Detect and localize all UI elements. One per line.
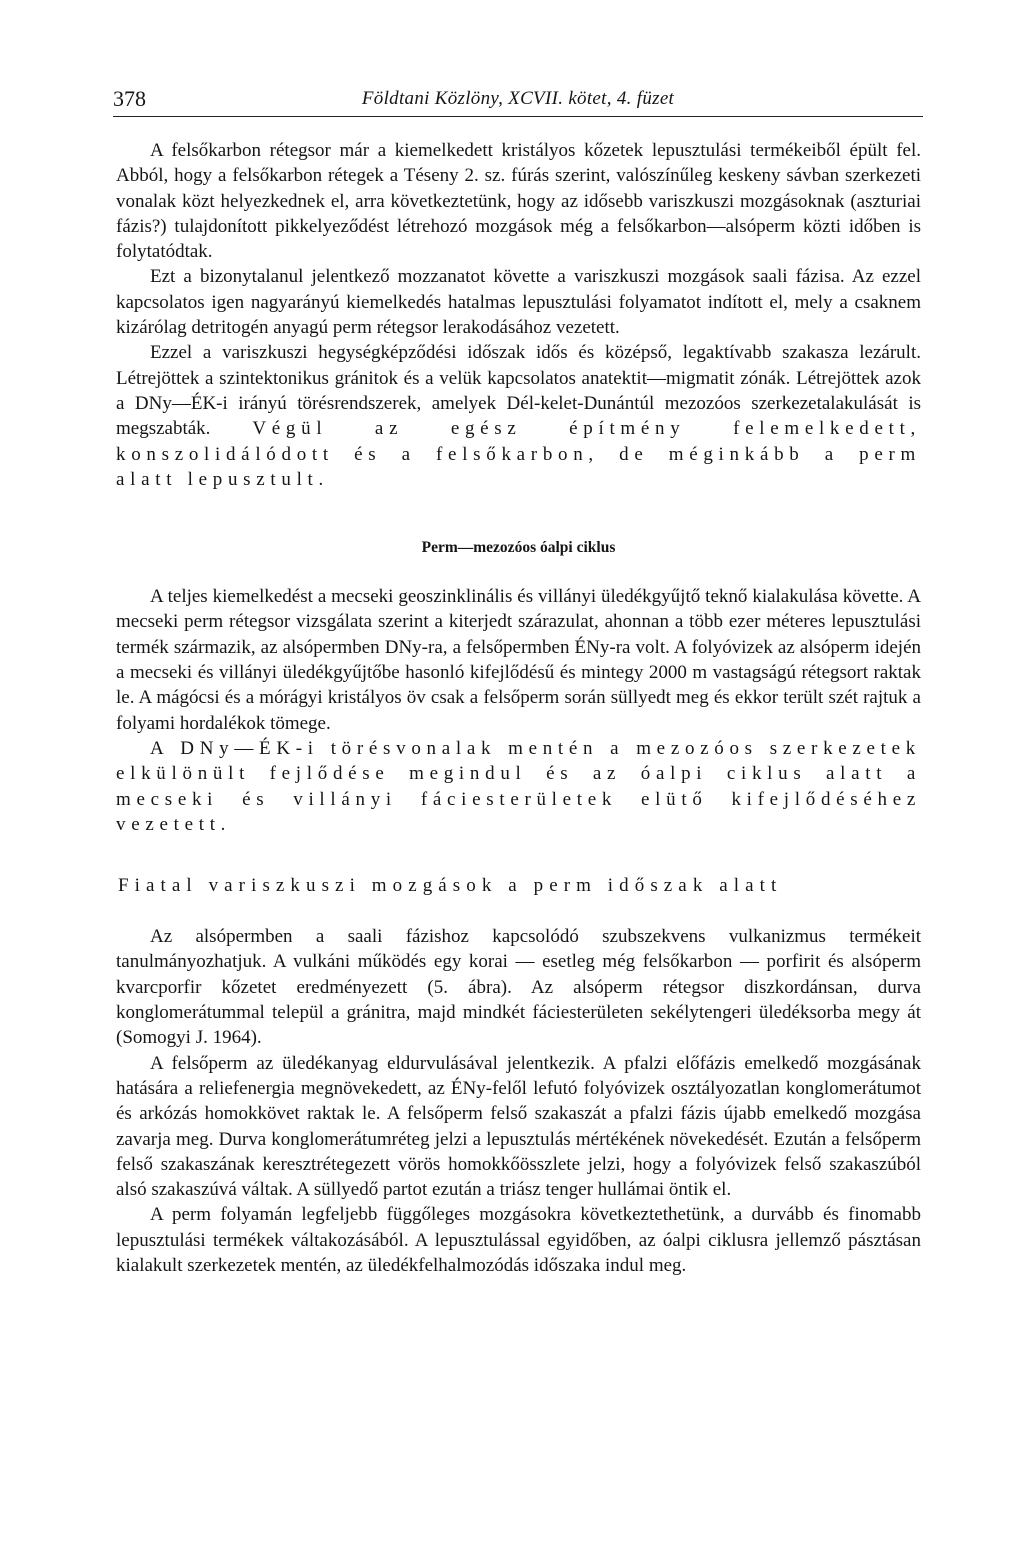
section-perm-mesozoic	[116, 584, 921, 837]
journal-title: Földtani Közlöny, XCVII. kötet, 4. füzet	[361, 88, 675, 109]
paragraph: A perm folyamán legfeljebb függőleges mozgásokra következtethetünk, a durvább és finomabb lepusztulási termékek váltakozásából. A lepusztulással egyidőben, az óalpi ciklusra jellemző pásztásan kialakult szerkezetek mentén, az üledékfelhalmozódás időszaka indul meg.	[116, 1204, 921, 1276]
emphasized-text: Végül az egész építmény felemelkedett, konszolidálódott és a felsőkarbon, de méginkább a perm alatt lepusztult.	[116, 418, 922, 490]
subheading: Fiatal variszkuszi mozgások a perm időszak alatt	[118, 875, 783, 897]
emphasized-paragraph: A DNy—ÉK-i törésvonalak mentén a mezozóos szerkezetek elkülönült fejlődése megindul és az óalpi ciklus alatt a mecseki és villányi fáciesterületek elütő kifejlődéséhez vezetett.	[116, 737, 921, 835]
section-intro	[116, 138, 921, 492]
paragraph: A felsőperm az üledékanyag eldurvulásával jelentkezik. A pfalzi előfázis emelkedő mozgásának hatására a reliefenergia megnövekedett, az ÉNy-felől lefutó folyóvizek osztályozatlan konglomerátumot és arkózás homokkövet raktak le. A felsőperm felső szakaszát a pfalzi fázis újabb emelkedő mozgása zavarja meg. Durva konglomerátumréteg jelzi a lepusztulás mértékének növekedését. Ezután a felsőperm felső szakaszának keresztrétegezett vörös homokkőösszlete jelzi, hogy a folyóvizek felső szakaszúból alsó szakaszúvá váltak. A süllyedő partot ezután a triász tenger hullámai öntik el.	[116, 1052, 921, 1201]
article-body	[116, 138, 921, 1278]
section-title: Perm—mezozóos óalpi ciklus	[421, 539, 616, 557]
section-young-variscan	[116, 924, 921, 1278]
running-head	[113, 86, 923, 117]
paragraph	[116, 340, 921, 492]
paragraph: A teljes kiemelkedést a mecseki geoszinklinális és villányi üledékgyűjtő teknő kialakulása követte. A mecseki perm rétegsor vizsgálata szerint a kiterjedt szárazulat, ahonnan a több ezer méteres lepusztulási termék származik, az alsópermben DNy-ra, a felsőpermben ÉNy-ra volt. A folyóvizek az alsóperm idején a mecseki és villányi üledékgyűjtőbe hasonló kifejlődésű és mintegy 2000 m vastagságú rétegsort raktak le. A mágócsi és a mórágyi kristályos öv csak a felsőperm során süllyedt meg és ekkor terült szét rajtuk a folyami hordalékok tömege.	[116, 586, 921, 734]
paragraph: A felsőkarbon rétegsor már a kiemelkedett kristályos kőzetek lepusztulási termékeiből épült fel. Abból, hogy a felsőkarbon rétegek a Téseny 2. sz. fúrás szerint, valószínűleg keskeny sávban szerkezeti vonalak közt helyezkednek el, arra következtetünk, hogy az idősebb variszkuszi mozgásoknak (aszturiai fázis?) tulajdonított pikkelyeződést létrehozó mozgások még a felsőkarbon—alsóperm közti időben is folytatódtak.	[116, 140, 921, 263]
paragraph: Ezt a bizonytalanul jelentkező mozzanatot követte a variszkuszi mozgások saali fázisa. Az ezzel kapcsolatos igen nagyarányú kiemelkedés hatalmas lepusztulási folyamatot indított el, mely a csaknem kizárólag detritogén anyagú perm rétegsor lerakodásához vezetett.	[116, 266, 921, 339]
paragraph: Az alsópermben a saali fázishoz kapcsolódó szubszekvens vulkanizmus termékeit tanulmányozhatjuk. A vulkáni működés egy korai — esetleg még felsőkarbon — porfirit és alsóperm kvarcporfir kőzetet eredményezett (5. ábra). Az alsóperm rétegsor diszkordánsan, durva konglomerátummal települ a gránitra, majd mindkét fáciesterületen sekélytengeri üledéksorba megy át (Somogyi J. 1964).	[116, 926, 921, 1049]
paragraph-text: Ezzel a variszkuszi hegységképződési időszak idős és középső, legaktívabb szakasza lezárult. Létrejöttek a szintektonikus gránitok és a velük kapcsolatos anatektit—migmatit zónák. Létrejöttek azok a DNy—ÉK-i irányú törésrendszerek, amelyek Dél-kelet-Dunántúl mezozóos szerkezetalakulását is megszabták.	[116, 342, 921, 440]
page-number: 378	[113, 86, 146, 111]
